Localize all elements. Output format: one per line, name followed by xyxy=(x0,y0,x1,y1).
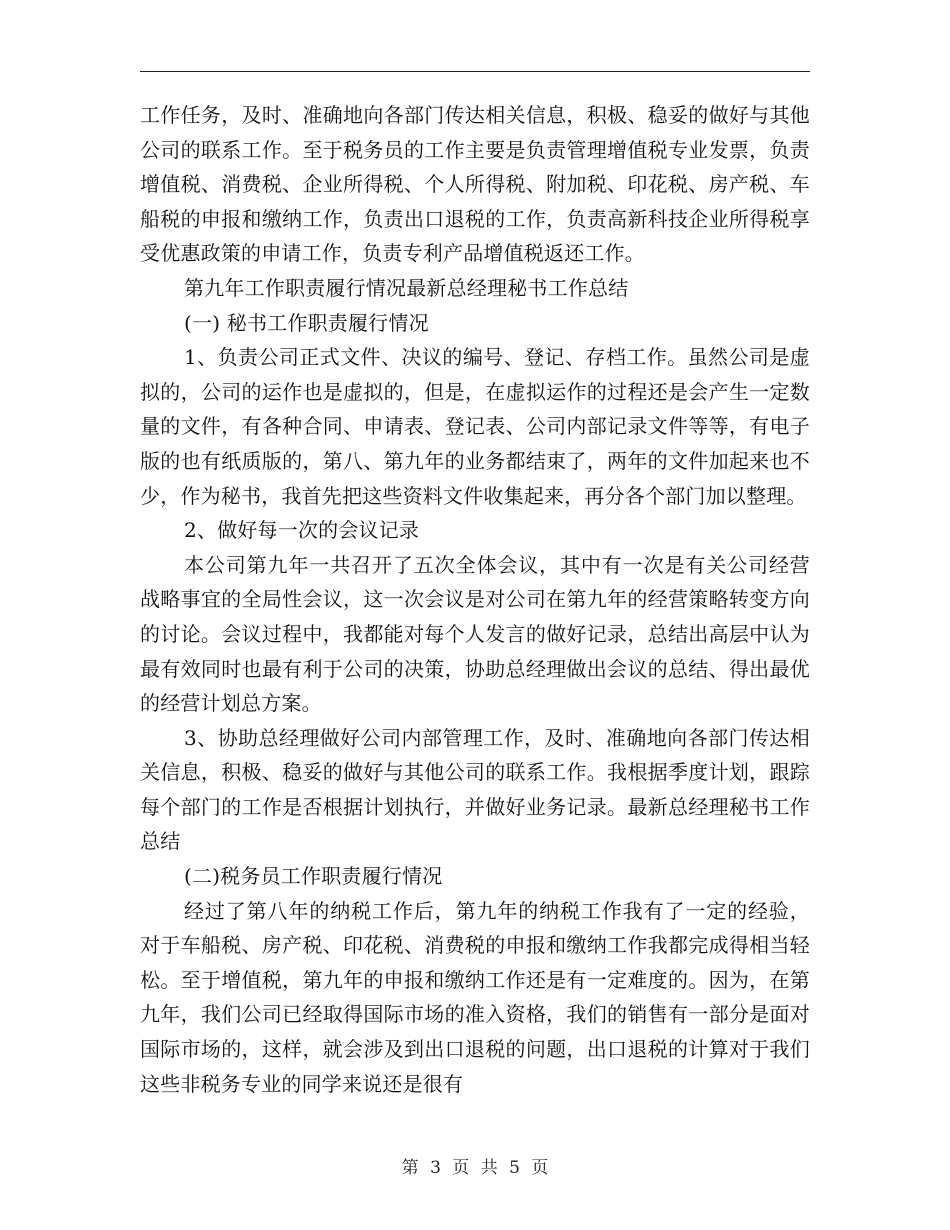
paragraph-item-1: 1、负责公司正式文件、决议的编号、登记、存档工作。虽然公司是虚拟的，公司的运作也是虚拟的，但是，在虚拟运作的过程还是会产生一定数量的文件，有各种合同、申请表、登记表、公司内部记录文件等等，有电子版的也有纸质版的，第八、第九年的业务都结束了，两年的文件加起来也不少，作为秘书，我首先把这些资料文件收集起来，再分各个部门加以整理。 xyxy=(140,345,810,508)
page-number-footer: 第 3 页 共 5 页 xyxy=(401,1158,549,1178)
paragraph-intro: 工作任务，及时、准确地向各部门传达相关信息，积极、稳妥的做好与其他公司的联系工作。至于税务员的工作主要是负责管理增值税专业发票，负责增值税、消费税、企业所得税、个人所得税、附加税、印花税、房产税、车船税的申报和缴纳工作，负责出口退税的工作，负责高新科技企业所得税享受优惠政策的申请工作，负责专利产品增值税返还工作。 xyxy=(140,103,810,266)
section-title: 第九年工作职责履行情况最新总经理秘书工作总结 xyxy=(184,275,629,300)
header-rule xyxy=(140,71,810,72)
paragraph-tax-work: 经过了第八年的纳税工作后，第九年的纳税工作我有了一定的经验，对于车船税、房产税、印花税、消费税的申报和缴纳工作我都完成得相当轻松。至于增值税，第九年的申报和缴纳工作还是有一定难度的。因为，在第九年，我们公司已经取得国际市场的准入资格，我们的销售有一部分是面对国际市场的，这样，就会涉及到出口退税的问题，出口退税的计算对于我们这些非税务专业的同学来说还是很有 xyxy=(140,898,810,1096)
subsection-heading-secretary: (一) 秘书工作职责履行情况 xyxy=(184,310,429,335)
paragraph-item-2-heading: 2、做好每一次的会议记录 xyxy=(184,518,420,543)
paragraph-meetings: 本公司第九年一共召开了五次全体会议，其中有一次是有关公司经营战略事宜的全局性会议，这一次会议是对公司在第九年的经营策略转变方向的讨论。会议过程中，我都能对每个人发言的做好记录，总结出高层中认为最有效同时也最有利于公司的决策，协助总经理做出会议的总结、得出最优的经营计划总方案。 xyxy=(140,552,810,716)
document-body xyxy=(140,98,810,1101)
paragraph-item-3: 3、协助总经理做好公司内部管理工作，及时、准确地向各部门传达相关信息，积极、稳妥的做好与其他公司的联系工作。我根据季度计划，跟踪每个部门的工作是否根据计划执行，并做好业务记录。最新总经理秘书工作总结 xyxy=(140,725,810,854)
subsection-heading-tax: (二)税务员工作职责履行情况 xyxy=(184,864,443,889)
